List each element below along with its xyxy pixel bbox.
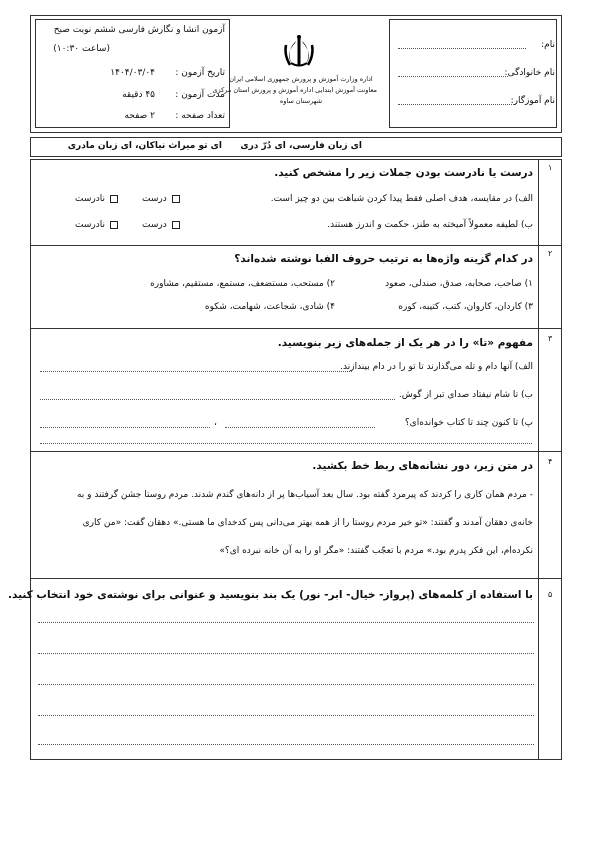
exam-title: آزمون انشا و نگارش فارسی ششم نوبت صبح: [53, 25, 225, 35]
org-line-3: شهرستان ساوه: [279, 97, 323, 105]
q1b-true-option[interactable]: درست: [142, 220, 180, 230]
q3c-answer-field-1[interactable]: [225, 427, 375, 428]
name-label: نام:: [541, 40, 555, 50]
org-line-2: معاونت آموزش ابتدایی اداره آموزش و پرورش استان مرکزی: [212, 86, 377, 94]
banner-left: ای تو میراث نیاکان، ای زبان مادری: [67, 141, 222, 151]
question-number-1: ۱: [548, 163, 553, 172]
q3-sentence-b: ب) تا شام نیفتاد صدای تبر از گوش.: [398, 390, 533, 400]
q5-answer-line[interactable]: [38, 744, 534, 745]
q3-sentence-a: الف) آنها دام و تله می‌گذارند تا تو را در دام بیندازند.: [340, 362, 533, 372]
family-label: نام خانوادگی:: [504, 68, 555, 78]
checkbox-icon[interactable]: [110, 195, 118, 203]
q4-text-line-1[interactable]: - مردم همان کاری را کردند که پیرمرد گفته بود. سال بعد آسیاب‌ها پر از دانه‌های گندم شدند. مردم روستا جشن گرفتند و به: [76, 490, 533, 500]
question-number-3: ۳: [548, 334, 553, 343]
q1a-false-option[interactable]: نادرست: [75, 194, 118, 204]
q1-title: درست یا نادرست بودن جملات زیر را مشخص کنید.: [274, 167, 533, 179]
q5-answer-line[interactable]: [38, 653, 534, 654]
pages-label: تعداد صفحه :: [175, 111, 225, 121]
row-divider: [30, 328, 562, 329]
iran-emblem-icon: [282, 33, 316, 69]
question-number-5: ۵: [548, 590, 553, 599]
q4-text-line-3[interactable]: نکرده‌ام، این فکر پدرم بود.» مردم با تعجّب گفتند: «مگر او را به آن خانه نبرده ای؟»: [219, 546, 533, 556]
checkbox-icon[interactable]: [172, 195, 180, 203]
date-value: ۱۴۰۴/۰۳/۰۴: [110, 68, 155, 78]
q5-answer-line[interactable]: [38, 622, 534, 623]
checkbox-icon[interactable]: [110, 221, 118, 229]
question-number-2: ۲: [548, 249, 553, 258]
q4-text-line-2[interactable]: خانه‌ی دهقان آمدند و گفتند: «تو خیر مردم روستا را از همه بهتر می‌دانی پس کدخدای ما هستی.» دهقان گفت: «من کاری: [82, 518, 533, 528]
q5-answer-line[interactable]: [38, 684, 534, 685]
q3-sentence-c: پ) تا کنون چند تا کتاب خوانده‌ای؟: [404, 418, 533, 428]
row-divider: [30, 578, 562, 579]
teacher-field[interactable]: [398, 104, 516, 105]
q2-option-3[interactable]: ۳) کاردان، کاروان، کتب، کتیبه، کوره: [398, 302, 533, 312]
number-column-divider: [538, 159, 539, 760]
duration-label: مدت آزمون :: [175, 90, 225, 100]
q2-option-1[interactable]: ۱) صاحب، صحابه، صدق، صندلی، صعود: [385, 279, 533, 289]
banner-right: ای زبان فارسی، ای دُرّ دری: [240, 141, 362, 151]
row-divider: [30, 451, 562, 452]
q3-extra-answer-line[interactable]: [40, 443, 532, 444]
q3c-answer-field-2[interactable]: [40, 427, 210, 428]
q1a-true-option[interactable]: درست: [142, 194, 180, 204]
q1-statement-b: ب) لطیفه معمولاً آمیخته به طنز، حکمت و اندرز هستند.: [327, 220, 533, 230]
family-field[interactable]: [398, 76, 508, 77]
q1b-false-option[interactable]: نادرست: [75, 220, 118, 230]
duration-value: ۴۵ دقیقه: [122, 90, 155, 100]
q3c-comma: ،: [214, 418, 217, 428]
q1-statement-a: الف) در مقایسه، هدف اصلی فقط پیدا کردن شباهت بین دو چیز است.: [270, 194, 533, 204]
pages-value: ۲ صفحه: [124, 111, 155, 121]
q3b-answer-field[interactable]: [40, 399, 395, 400]
question-number-4: ۴: [548, 457, 553, 466]
row-divider: [30, 245, 562, 246]
q2-title: در کدام گزینه واژه‌ها به ترتیب حروف الفبا نوشته شده‌اند؟: [234, 253, 533, 265]
org-line-1: اداره وزارت آموزش و پرورش جمهوری اسلامی ایران: [229, 75, 373, 83]
q5-title: با استفاده از کلمه‌های (پرواز- خیال- ابر- نور) یک بند بنویسید و عنوانی برای نوشته‌ی خود انتخاب کنید.: [8, 589, 533, 601]
q5-answer-line[interactable]: [38, 715, 534, 716]
checkbox-icon[interactable]: [172, 221, 180, 229]
q4-title: در متن زیر، دور نشانه‌های ربط خط بکشید.: [312, 460, 533, 472]
q2-option-4[interactable]: ۴) شادی، شجاعت، شهامت، شکوه: [204, 302, 335, 312]
name-field[interactable]: [398, 48, 526, 49]
teacher-label: نام آموزگار:: [510, 96, 555, 106]
q3-title: مفهوم «تا» را در هر یک از جمله‌های زیر بنویسید.: [277, 337, 533, 349]
q2-option-2[interactable]: ۲) مستحب، مستضعف، مستمع، مستقیم، مشاوره: [150, 279, 335, 289]
exam-time: (ساعت ۱۰:۳۰): [53, 44, 110, 54]
date-label: تاریخ آزمون :: [175, 68, 225, 78]
q3a-answer-field[interactable]: [40, 371, 352, 372]
